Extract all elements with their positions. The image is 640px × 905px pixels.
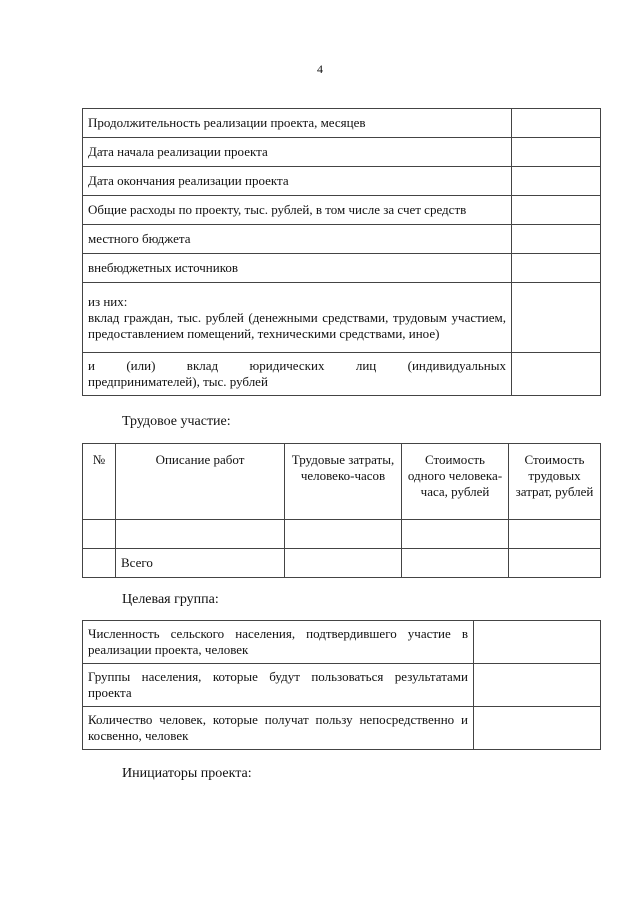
row1-labor-hours[interactable] [285,520,402,549]
legal-entities-value[interactable] [512,353,601,396]
total-cost[interactable] [509,549,601,578]
row1-hour-cost[interactable] [402,520,509,549]
total-label: Всего [116,549,285,578]
labor-heading: Трудовое участие: [122,414,231,429]
end-date-label: Дата окончания реализации проекта [83,167,512,196]
population-groups-label: Группы населения, которые будут пользоваться результатами проекта [83,664,474,707]
citizens-contribution-cell [83,283,512,353]
labor-table [82,443,601,578]
col-description-header: Описание работ [116,444,285,520]
legal-entities-label-line1: и (или) вклад юридических лиц (индивидуальных [88,358,506,373]
citizens-contribution-label: вклад граждан, тыс. рублей (денежными средствами, трудовым участием, предоставлением помещений, техническими средствами, иное) [88,309,506,341]
citizens-contribution-value[interactable] [512,283,601,353]
duration-value[interactable] [512,109,601,138]
end-date-value[interactable] [512,167,601,196]
initiators-heading: Инициаторы проекта: [122,766,252,781]
col-number-header: № [83,444,116,520]
beneficiaries-value[interactable] [474,707,601,750]
page-number: 4 [317,62,323,76]
target-heading: Целевая группа: [122,592,219,607]
row1-number[interactable] [83,520,116,549]
row1-total-cost[interactable] [509,520,601,549]
local-budget-label: местного бюджета [83,225,512,254]
row1-description[interactable] [116,520,285,549]
legal-entities-cell [83,353,512,396]
from-them-label: из них: [88,293,128,309]
total-expenses-value[interactable] [512,196,601,225]
start-date-label: Дата начала реализации проекта [83,138,512,167]
rural-population-value[interactable] [474,621,601,664]
col-labor-hours-header: Трудовые затраты, человеко-часов [285,444,402,520]
rural-population-label: Численность сельского населения, подтвердившего участие в реализации проекта, человек [83,621,474,664]
start-date-value[interactable] [512,138,601,167]
offbudget-value[interactable] [512,254,601,283]
col-total-cost-header: Стоимость трудовых затрат, рублей [509,444,601,520]
total-labor-hours[interactable] [285,549,402,578]
total-expenses-label: Общие расходы по проекту, тыс. рублей, в том числе за счет средств [83,196,512,225]
beneficiaries-label: Количество человек, которые получат пользу непосредственно и косвенно, человек [83,707,474,750]
offbudget-label: внебюджетных источников [83,254,512,283]
total-hour-cost[interactable] [402,549,509,578]
target-table [82,620,601,750]
total-row-number [83,549,116,578]
local-budget-value[interactable] [512,225,601,254]
population-groups-value[interactable] [474,664,601,707]
legal-entities-label-line2: предпринимателей), тыс. рублей [88,374,268,389]
col-hour-cost-header: Стоимость одного человека-часа, рублей [402,444,509,520]
duration-label: Продолжительность реализации проекта, месяцев [83,109,512,138]
project-table [82,108,601,396]
